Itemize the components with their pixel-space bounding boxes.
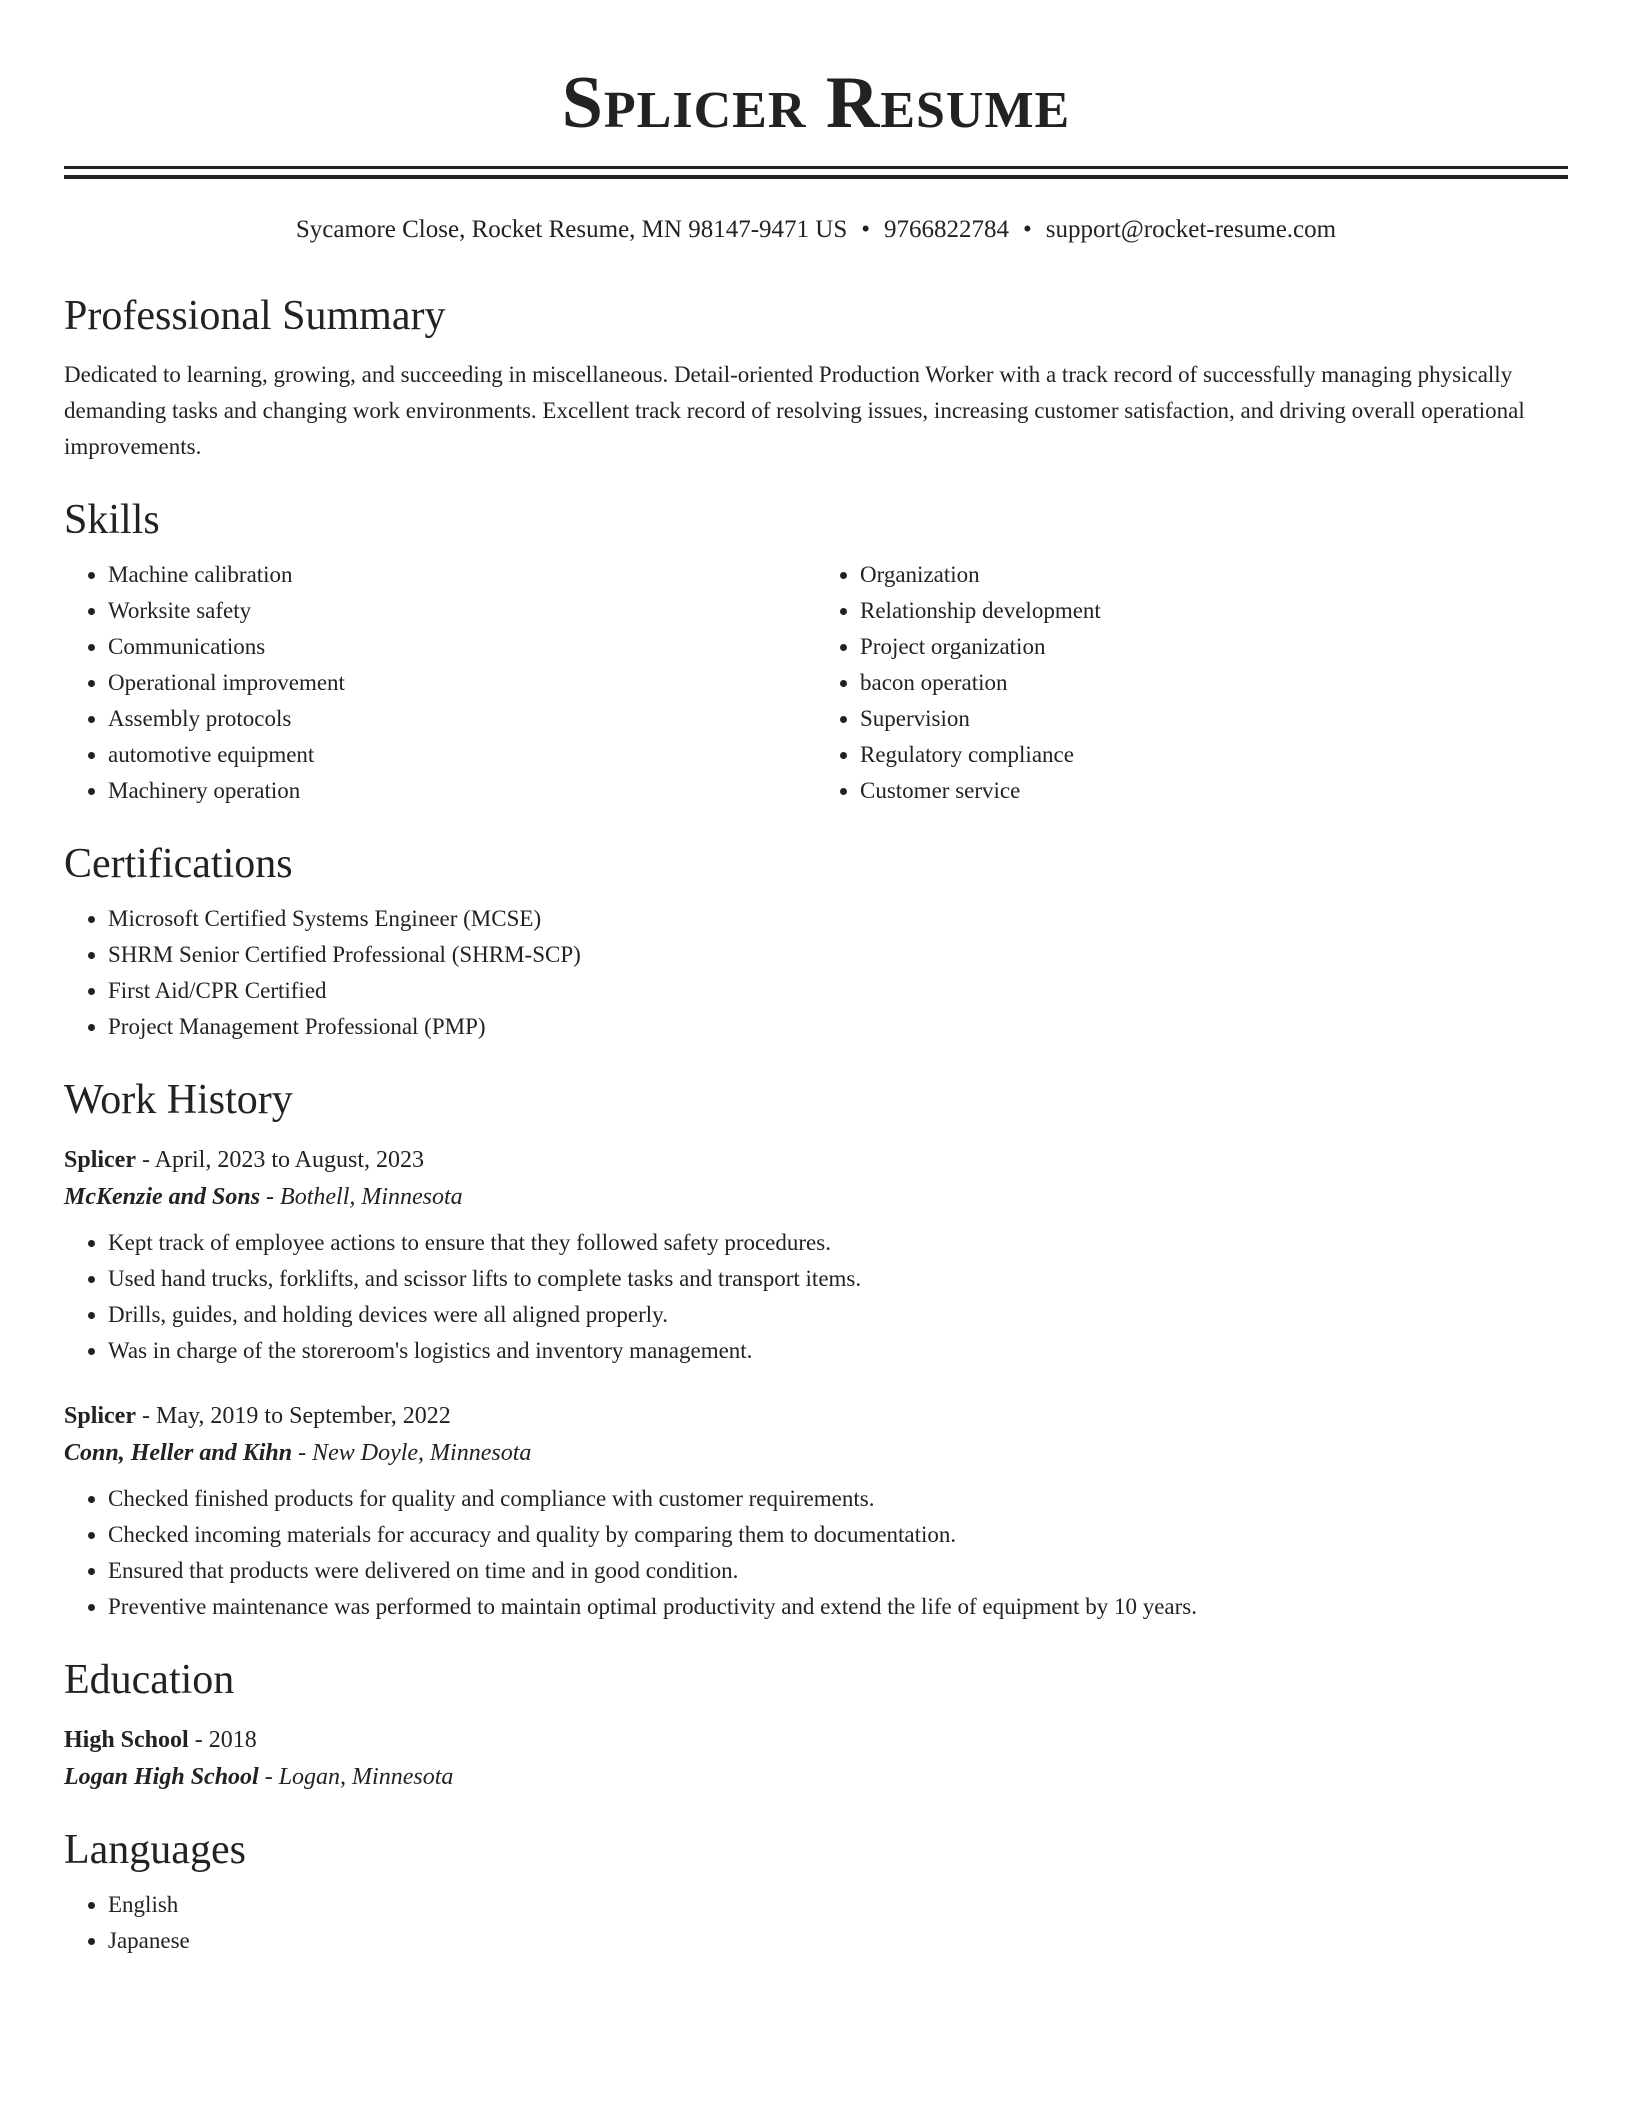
- job-entry: [64, 1397, 1568, 1625]
- job-bullet: • Kept track of employee actions to ensure that they followed safety procedures.: [108, 1225, 1568, 1261]
- skills-list-right: [816, 557, 1568, 809]
- education-school-line: [64, 1759, 1568, 1795]
- skills-heading: Skills: [64, 497, 160, 543]
- certifications-heading: Certifications: [64, 841, 293, 887]
- skill-item: • Supervision: [860, 701, 1568, 737]
- summary-text: Dedicated to learning, growing, and succeeding in miscellaneous. Detail-oriented Production Worker with a track record of successfully managing physically demanding tasks and changing work environments. Excellent track record of resolving issues, increasing customer satisfaction, and driving overall operational improvements.: [64, 362, 1525, 459]
- skill-item: • Worksite safety: [108, 593, 816, 629]
- contact-address: Sycamore Close, Rocket Resume, MN 98147-9471 US: [295, 216, 848, 243]
- certification-item: • Microsoft Certified Systems Engineer (MCSE): [108, 901, 1568, 937]
- education-year: - 2018: [188, 1727, 257, 1753]
- education-degree-line: [64, 1721, 1568, 1759]
- job-bullets: [64, 1481, 1568, 1625]
- skills-list-left: [64, 557, 816, 809]
- skill-item: • Relationship development: [860, 593, 1568, 629]
- contact-separator: •: [1023, 216, 1032, 243]
- title-rule-bottom: [64, 175, 1568, 179]
- skills-grid: [64, 545, 1568, 809]
- education-location: - Logan, Minnesota: [258, 1764, 454, 1790]
- job-title: Splicer: [64, 1403, 136, 1429]
- contact-phone: 9766822784: [884, 216, 1010, 243]
- skill-item: • Machinery operation: [108, 773, 816, 809]
- skills-section: [64, 495, 1568, 809]
- job-bullet: • Checked incoming materials for accuracy and quality by comparing them to documentation.: [108, 1517, 1568, 1553]
- skill-item: • Communications: [108, 629, 816, 665]
- languages-heading: Languages: [64, 1827, 246, 1873]
- skill-item: • Operational improvement: [108, 665, 816, 701]
- skill-item: • bacon operation: [860, 665, 1568, 701]
- job-bullet: • Was in charge of the storeroom's logistics and inventory management.: [108, 1333, 1568, 1369]
- work-history-section: [64, 1075, 1568, 1625]
- job-title: Splicer: [64, 1147, 136, 1173]
- certification-item: • First Aid/CPR Certified: [108, 973, 1568, 1009]
- job-company-line: [64, 1179, 1568, 1215]
- job-location: - Bothell, Minnesota: [260, 1184, 463, 1210]
- job-company: McKenzie and Sons: [64, 1184, 261, 1210]
- language-item: • English: [108, 1887, 1568, 1923]
- job-bullet: • Ensured that products were delivered on time and in good condition.: [108, 1553, 1568, 1589]
- resume-title: Splicer Resume: [561, 62, 1071, 144]
- title-rule-top: [64, 166, 1568, 169]
- education-section: [64, 1655, 1568, 1795]
- education-heading: Education: [64, 1657, 235, 1703]
- job-bullet: • Used hand trucks, forklifts, and scissor lifts to complete tasks and transport items.: [108, 1261, 1568, 1297]
- skill-item: • Regulatory compliance: [860, 737, 1568, 773]
- job-company-line: [64, 1435, 1568, 1471]
- work-history-heading: Work History: [64, 1077, 293, 1123]
- summary-section: [64, 291, 1568, 465]
- language-item: • Japanese: [108, 1923, 1568, 1959]
- certifications-section: [64, 839, 1568, 1045]
- certification-item: • SHRM Senior Certified Professional (SHRM-SCP): [108, 937, 1568, 973]
- job-title-line: [64, 1141, 1568, 1179]
- job-location: - New Doyle, Minnesota: [292, 1440, 532, 1466]
- skill-item: • automotive equipment: [108, 737, 816, 773]
- summary-heading: Professional Summary: [64, 293, 446, 339]
- languages-section: [64, 1825, 1568, 1959]
- job-company: Conn, Heller and Kihn: [64, 1440, 293, 1466]
- skill-item: • Organization: [860, 557, 1568, 593]
- job-bullet: • Preventive maintenance was performed to maintain optimal productivity and extend the life of equipment by 10 years.: [108, 1589, 1568, 1625]
- job-dates: - April, 2023 to August, 2023: [136, 1147, 425, 1173]
- contact-line: [64, 213, 1568, 247]
- contact-email[interactable]: support@rocket-resume.com: [1045, 216, 1337, 243]
- skill-item: • Customer service: [860, 773, 1568, 809]
- certifications-list: [64, 901, 1568, 1045]
- job-dates: - May, 2019 to September, 2022: [136, 1403, 451, 1429]
- education-degree: High School: [64, 1727, 189, 1753]
- skill-item: • Project organization: [860, 629, 1568, 665]
- languages-list: [64, 1887, 1568, 1959]
- education-school: Logan High School: [64, 1764, 259, 1790]
- job-bullets: [64, 1225, 1568, 1369]
- skill-item: • Machine calibration: [108, 557, 816, 593]
- job-entry: [64, 1141, 1568, 1369]
- skill-item: • Assembly protocols: [108, 701, 816, 737]
- certification-item: • Project Management Professional (PMP): [108, 1009, 1568, 1045]
- job-bullet: • Checked finished products for quality and compliance with customer requirements.: [108, 1481, 1568, 1517]
- job-title-line: [64, 1397, 1568, 1435]
- job-bullet: • Drills, guides, and holding devices were all aligned properly.: [108, 1297, 1568, 1333]
- contact-separator: •: [861, 216, 871, 243]
